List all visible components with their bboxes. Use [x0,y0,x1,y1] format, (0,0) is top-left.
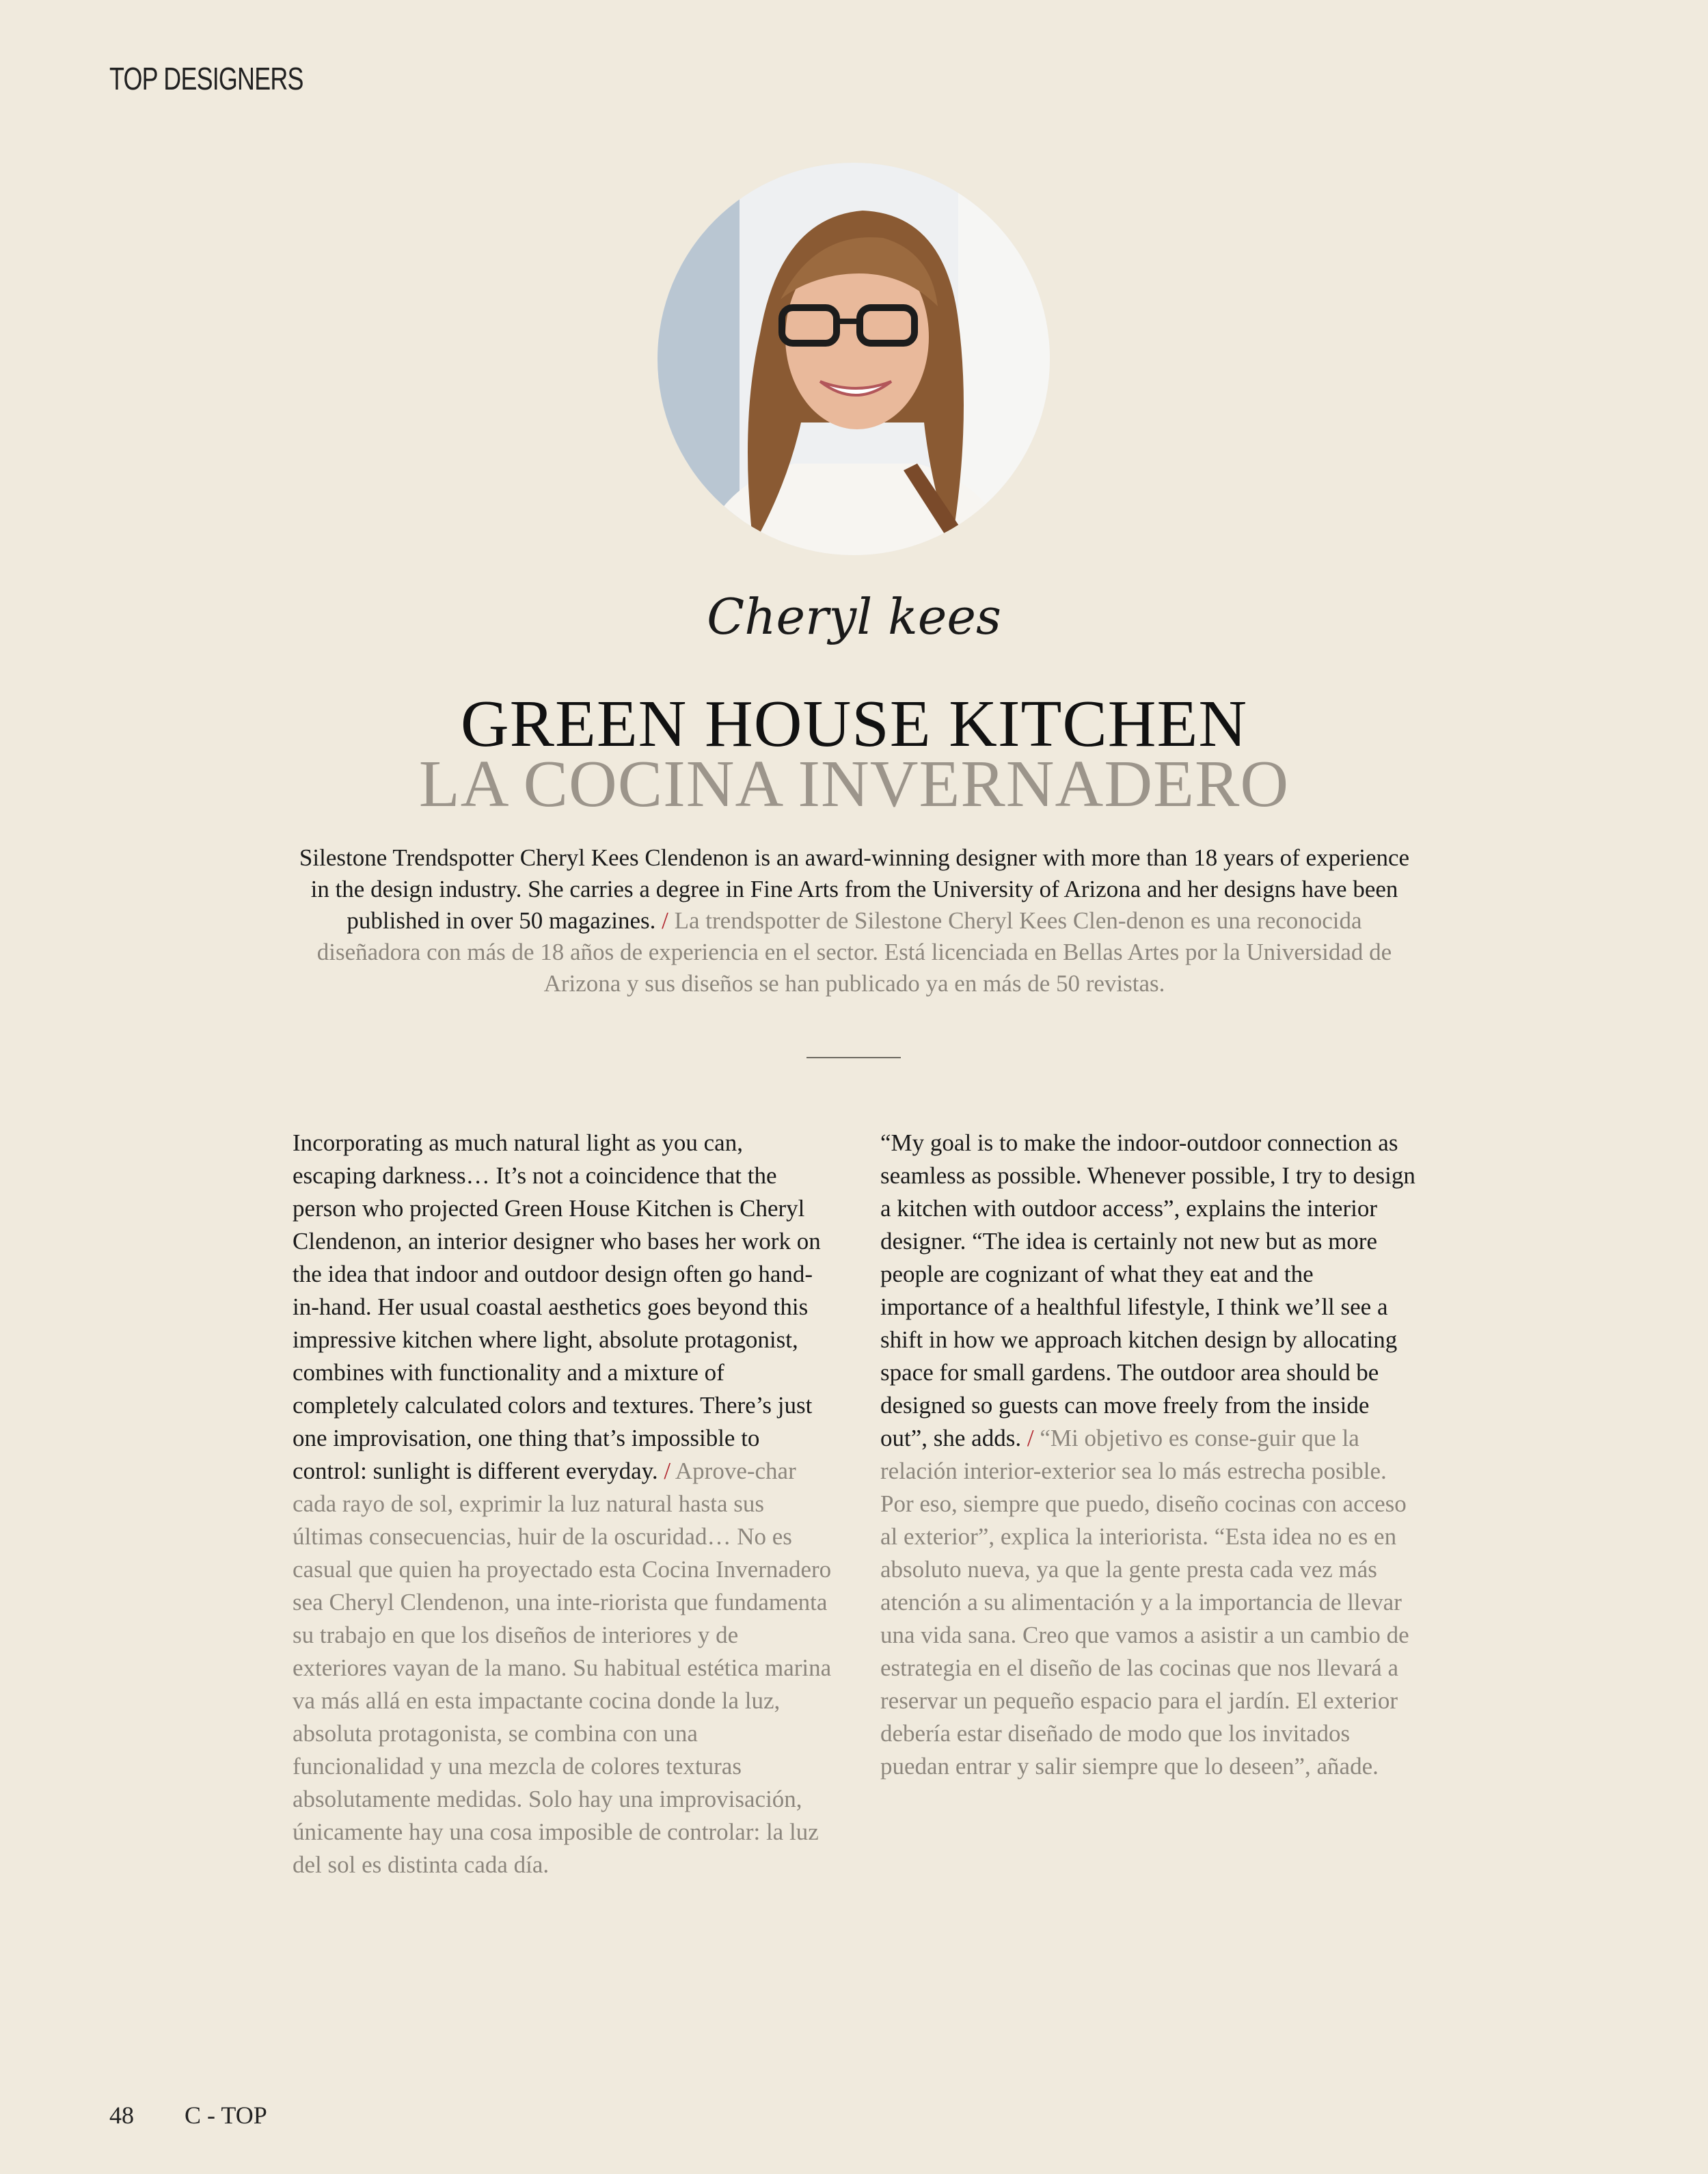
intro-english: Silestone Trendspotter Cheryl Kees Clendenon is an award-winning designer with more than 18 years of experience in the design industry. She carries a degree in Fine Arts from the University of Arizona and her designs have been published in over 50 magazines. [299,844,1410,934]
body-right-english: “My goal is to make the indoor-outdoor connection as seamless as possible. Whenever possible, I try to design a kitchen with outdoor access”, explains the interior designer. “The idea is certainly not new but as more people are cognizant of what they eat and the importance of a healthful lifestyle, I think we’ll see a shift in how we approach kitchen design by allocating space for small gardens. The outdoor area should be designed so guests can move freely from the inside out”, she adds. [880,1129,1415,1451]
intro-spanish: La trendspotter de Silestone Cheryl Kees Clen-denon es una reconocida diseñadora con más de 18 años de experiencia en el sector. Está licenciada en Bellas Artes por la Universidad de Arizona y sus diseños se han publicado ya en más de 50 revistas. [316,907,1392,997]
designer-signature: Cheryl kees [707,588,1001,645]
language-separator: / [662,907,668,934]
body-left-spanish: Aprove-char cada rayo de sol, exprimir la luz natural hasta sus últimas consecuencias, huir de la oscuridad… No es casual que quien ha proyectado esta Cocina Invernadero sea Cheryl Clendenon, una inte-riorista que fundamenta su trabajo en que los diseños de interiores y de exteriores vayan de la mano. Su habitual estética marina va más allá en esta impactante cocina donde la luz, absoluta protagonista, se combina con una funcionalidad y una mezcla de colores texturas absolutamente medidas. Solo hay una improvisación, únicamente hay una cosa imposible de controlar: la luz del sol es distinta cada día. [293,1458,832,1878]
magazine-name: C - TOP [185,2102,267,2129]
language-separator: / [1027,1425,1034,1451]
divider [806,1057,901,1058]
body-column-right [880,1127,1420,1783]
title-spanish: LA COCINA INVERNADERO [418,747,1290,821]
intro-paragraph [294,842,1415,999]
language-separator: / [664,1458,671,1484]
body-column-left [293,1127,832,1881]
section-label: TOP DESIGNERS [109,61,303,96]
body-left-english: Incorporating as much natural light as you can, escaping darkness… It’s not a coincidence that the person who projected Green House Kitchen is Cheryl Clendenon, an interior designer who bases her work on the idea that indoor and outdoor design often go hand-in-hand. Her usual coastal aesthetics goes beyond this impressive kitchen where light, absolute protagonist, combines with functionality and a mixture of completely calculated colors and textures. There’s just one improvisation, one thing that’s impossible to control: sunlight is different everyday. [293,1129,821,1484]
body-right-spanish: “Mi objetivo es conse-guir que la relación interior-exterior sea lo más estrecha posible. Por eso, siempre que puedo, diseño cocinas con acceso al exterior”, explica la interiorista. “Esta idea no es en absoluto nueva, ya que la gente presta cada vez más atención a su alimentación y a la importancia de llevar una vida sana. Creo que vamos a asistir a un cambio de estrategia en el diseño de las cocinas que nos llevará a reservar un pequeño espacio para el jardín. El exterior debería estar diseñado de modo que los invitados puedan entrar y salir siempre que lo deseen”, añade. [880,1425,1409,1780]
page-number: 48 [109,2102,134,2129]
title-english: GREEN HOUSE KITCHEN [460,687,1248,761]
designer-portrait [658,163,1050,555]
